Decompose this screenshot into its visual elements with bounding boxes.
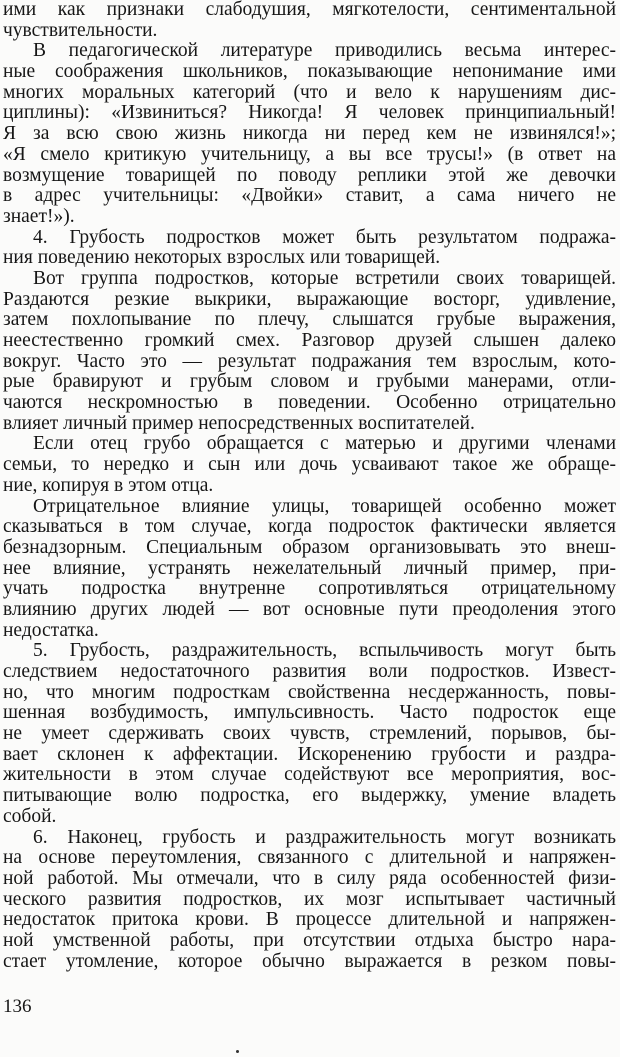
text-line: учать подростка внутренне сопротивляться отрицательному [3,579,616,600]
text-line: ные соображения школьников, показывающие непонимание ими [3,62,616,83]
text-line: возмущение товарищей по поводу реплики этой же девочки [3,165,616,186]
text-line: вокруг. Часто это — результат подражания тем взрослым, кото- [3,351,616,372]
text-line: затем похлопывание по плечу, слышатся грубые выражения, [3,310,616,331]
text-line: ния поведению некоторых взрослых или товарищей. [3,248,441,269]
text-line: стает утомление, которое обычно выражается в резком повы- [3,951,616,972]
text-line: не умеет сдерживать своих чувств, стремлений, порывов, бы- [3,724,616,745]
text-line: ной умственной работы, при отсутствии отдыха быстро нара- [3,930,616,951]
body-text [3,0,616,972]
text-line: многих моральных категорий (что и вело к нарушениям дис- [3,82,616,103]
text-line: В педагогической литературе приводились весьма интерес- [33,41,616,62]
text-line: ние, копируя в этом отца. [3,475,214,496]
text-line: Вот группа подростков, которые встретили своих товарищей. [33,268,616,289]
text-line: циплины): «Извиниться? Никогда! Я человек принципиальный! [3,103,616,124]
text-line: в адрес учительницы: «Двойки» ставит, а сама ничего не [3,186,616,207]
text-line: но, что многим подросткам свойственна несдержанность, повы- [3,682,616,703]
text-line: Раздаются резкие выкрики, выражающие восторг, удивление, [3,289,616,310]
text-line: рые бравируют и грубым словом и грубыми манерами, отли- [3,372,616,393]
text-line: 5. Грубость, раздражительность, вспыльчивость могут быть [33,641,616,662]
text-line: чувствительности. [3,20,158,41]
text-line: 6. Наконец, грубость и раздражительность могут возникать [33,827,616,848]
text-line: влиянию других людей — вот основные пути преодоления этого [3,599,616,620]
text-line: нее влияние, устранять нежелательный личный пример, при- [3,558,616,579]
text-line: ной работой. Мы отмечали, что в силу ряда особенностей физи- [3,868,616,889]
print-speck [236,1050,239,1053]
text-line: влияет личный пример непосредственных воспитателей. [3,413,475,434]
text-line: чаются нескромностью в поведении. Особенно отрицательно [3,393,616,414]
text-line: следствием недостаточного развития воли подростков. Извест- [3,662,616,682]
page-number: 136 [3,996,32,1017]
text-line: шенная возбудимость, импульсивность. Часто подросток еще [3,703,616,724]
text-line: Отрицательное влияние улицы, товарищей особенно может [33,496,616,517]
text-line: недостаток притока крови. В процессе длительной и напряжен- [3,910,616,931]
text-line: безнадзорным. Специальным образом организовывать это внеш- [3,537,616,558]
text-line: недостатка. [3,620,99,641]
text-line: питывающие волю подростка, его выдержку, умение владеть [3,786,616,807]
text-line: Я за всю свою жизнь никогда ни перед кем не извинялся!»; [3,124,616,145]
text-line: вает склонен к аффектации. Искоренению грубости и раздра- [3,744,616,765]
text-line: на основе переутомления, связанного с длительной и напряжен- [3,848,616,869]
text-line: ческого развития подростков, их мозг испытывает частичный [3,889,616,910]
text-line: Если отец грубо обращается с матерью и другими членами [33,434,616,455]
text-line: знает!»). [3,206,75,227]
text-line: жительности в этом случае содействуют все мероприятия, вос- [3,765,616,786]
text-line: «Я смело критикую учительницу, а вы все трусы!» (в ответ на [3,144,616,165]
text-line: семьи, то нередко и сын или дочь усваивают такое же обраще- [3,455,616,476]
text-line: собой. [3,806,57,827]
text-line: ими как признаки слабодушия, мягкотелости, сентиментальной [3,0,616,20]
text-line: сказываться в том случае, когда подросток фактически является [3,517,616,538]
text-line: неестественно громкий смех. Разговор друзей слышен далеко [3,331,616,351]
text-line: 4. Грубость подростков может быть результатом подража- [33,227,616,248]
